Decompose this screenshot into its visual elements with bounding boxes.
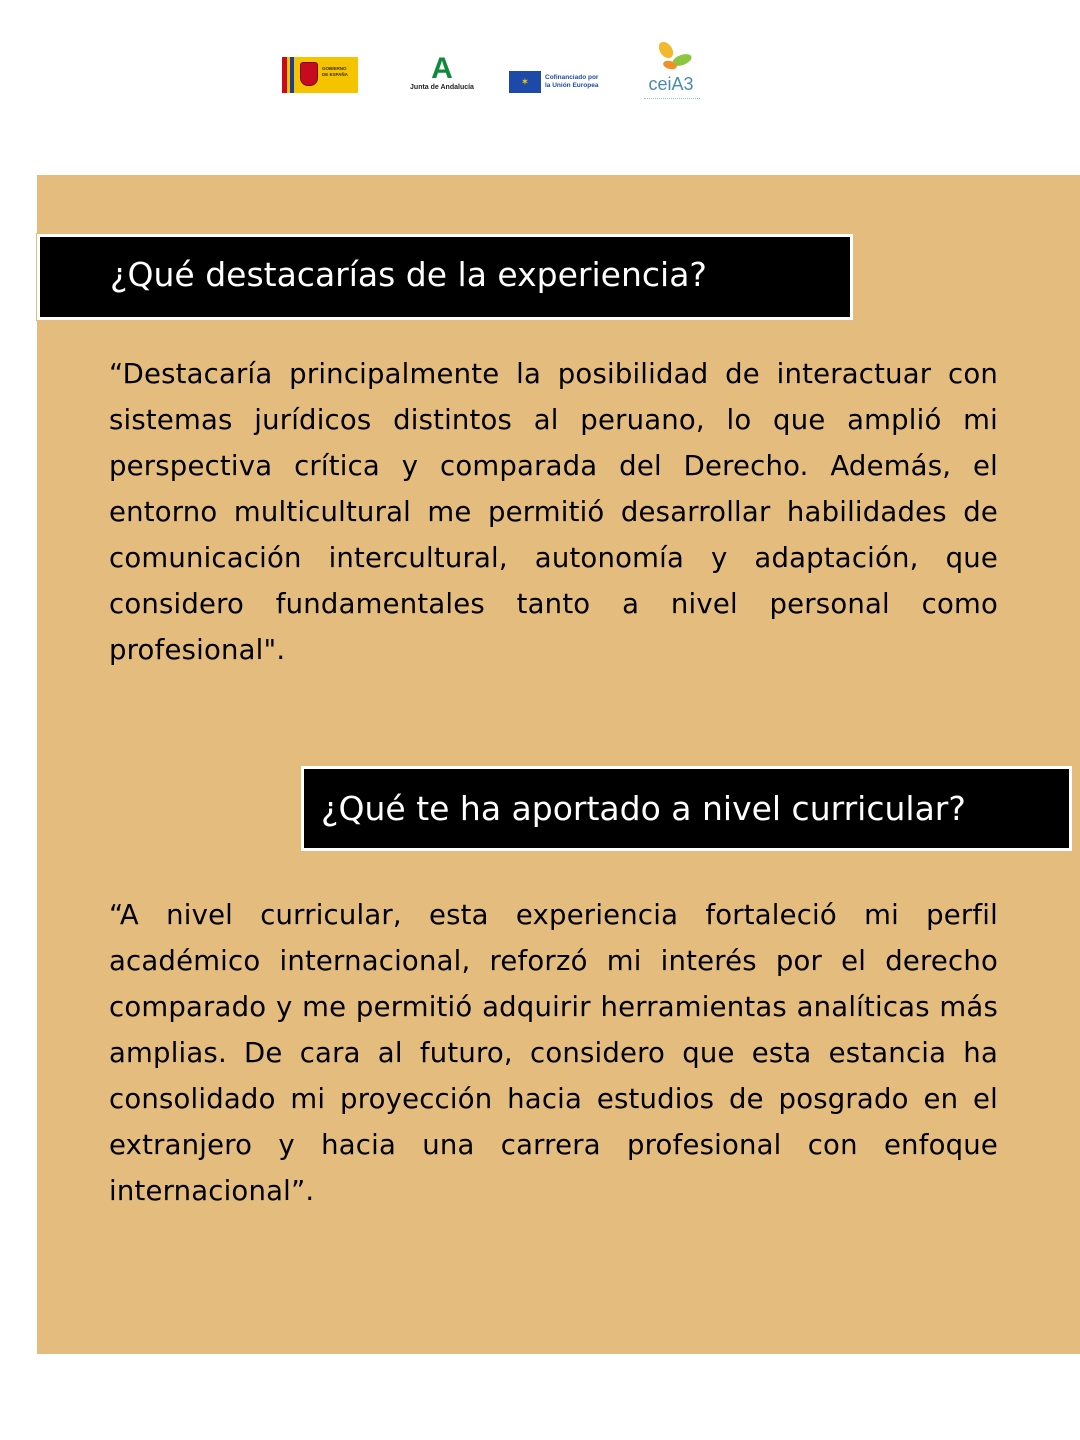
gobierno-text-line2: DE ESPAÑA	[322, 72, 348, 77]
junta-text: Junta de Andalucía	[410, 84, 474, 91]
junta-a-icon: A	[431, 52, 453, 85]
eu-text-line1: Cofinanciado por	[545, 74, 599, 81]
gobierno-text-line1: GOBIERNO	[322, 66, 347, 71]
coat-of-arms-icon	[300, 62, 318, 86]
ceia3-text: ceiA3	[648, 74, 694, 94]
ceia3-subtitle	[644, 98, 700, 105]
answer-1-text: “Destacaría principalmente la posibilidad de interactuar con sistemas jurídicos distintos al peruano, lo que amplió mi perspectiva crítica y comparada del Derecho. Además, el entorno multicultural me permitió desarrollar habilidades de comunicación intercultural, autonomía y adaptación, que considero fundamentales tanto a nivel personal como profesional".	[109, 358, 998, 666]
gobierno-espana-logo	[282, 57, 358, 93]
junta-andalucia-logo	[408, 54, 476, 96]
question-1-text: ¿Qué destacarías de la experiencia?	[110, 255, 707, 294]
eu-flag-icon: ✶	[509, 71, 541, 93]
eu-cofinanciado-logo	[509, 70, 605, 94]
question-2-text: ¿Qué te ha aportado a nivel curricular?	[321, 789, 966, 828]
eu-text-line2: la Unión Europea	[545, 82, 599, 89]
leaves-icon	[656, 40, 696, 74]
question-box-2	[301, 766, 1072, 851]
ceia3-logo	[636, 40, 706, 110]
question-box-1	[37, 234, 853, 320]
answer-2-text: “A nivel curricular, esta experiencia fortaleció mi perfil académico internacional, reforzó mi interés por el derecho comparado y me permitió adquirir herramientas analíticas más amplias. De cara al futuro, considero que esta estancia ha consolidado mi proyección hacia estudios de posgrado en el extranjero y hacia una carrera profesional con enfoque internacional”.	[109, 899, 998, 1207]
logo-strip	[0, 0, 1080, 130]
